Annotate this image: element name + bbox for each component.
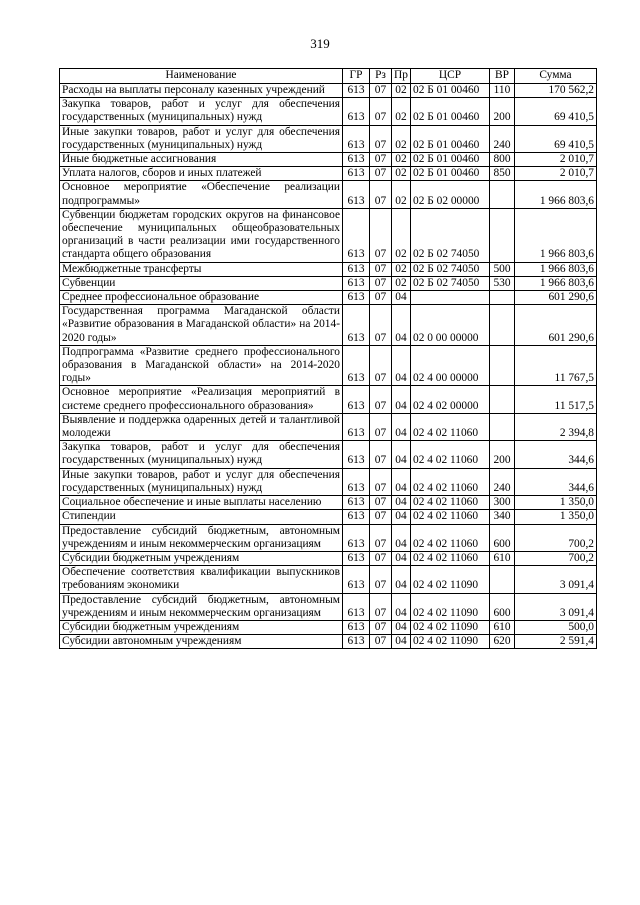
row-csr: 02 4 02 11090	[411, 620, 490, 634]
row-gr: 613	[343, 468, 370, 495]
row-sum: 700,2	[515, 524, 597, 551]
row-csr: 02 4 02 11060	[411, 551, 490, 565]
row-vr	[490, 305, 515, 346]
row-sum: 1 966 803,6	[515, 208, 597, 262]
row-pr: 02	[392, 167, 411, 181]
row-rz: 07	[370, 291, 392, 305]
header-sum: Сумма	[515, 69, 597, 84]
row-name: Обеспечение соответствия квалификации выпускников требованиям экономики	[60, 566, 343, 593]
row-csr: 02 Б 01 00460	[411, 84, 490, 98]
row-name: Предоставление субсидий бюджетным, автономным учреждениям и иным некоммерческим организациям	[60, 593, 343, 620]
row-vr	[490, 386, 515, 413]
row-csr	[411, 291, 490, 305]
table-row	[60, 468, 597, 495]
row-rz: 07	[370, 305, 392, 346]
row-pr: 04	[392, 566, 411, 593]
row-vr	[490, 413, 515, 440]
row-name: Иные закупки товаров, работ и услуг для обеспечения государственных (муниципальных) нужд	[60, 125, 343, 152]
row-csr: 02 4 02 11060	[411, 524, 490, 551]
row-csr: 02 4 02 11060	[411, 441, 490, 468]
row-csr: 02 4 02 00000	[411, 386, 490, 413]
row-pr: 02	[392, 208, 411, 262]
row-csr: 02 Б 02 74050	[411, 262, 490, 276]
table-row	[60, 524, 597, 551]
row-sum: 1 966 803,6	[515, 276, 597, 290]
row-rz: 07	[370, 468, 392, 495]
table-row	[60, 305, 597, 346]
table-row	[60, 510, 597, 524]
row-vr	[490, 181, 515, 208]
row-gr: 613	[343, 167, 370, 181]
header-pr: Пр	[392, 69, 411, 84]
row-sum: 1 350,0	[515, 496, 597, 510]
row-gr: 613	[343, 566, 370, 593]
row-pr: 02	[392, 84, 411, 98]
row-rz: 07	[370, 125, 392, 152]
row-csr: 02 Б 01 00460	[411, 125, 490, 152]
row-rz: 07	[370, 262, 392, 276]
row-pr: 02	[392, 125, 411, 152]
header-gr: ГР	[343, 69, 370, 84]
row-vr: 620	[490, 635, 515, 649]
row-name: Предоставление субсидий бюджетным, автономным учреждениям и иным некоммерческим организациям	[60, 524, 343, 551]
table-row	[60, 386, 597, 413]
row-csr: 02 4 02 11060	[411, 496, 490, 510]
row-pr: 04	[392, 305, 411, 346]
row-gr: 613	[343, 125, 370, 152]
table-row	[60, 620, 597, 634]
row-sum: 500,0	[515, 620, 597, 634]
row-pr: 04	[392, 441, 411, 468]
row-gr: 613	[343, 441, 370, 468]
row-sum: 3 091,4	[515, 566, 597, 593]
page-number: 319	[310, 36, 330, 51]
row-gr: 613	[343, 551, 370, 565]
row-sum: 601 290,6	[515, 305, 597, 346]
row-sum: 700,2	[515, 551, 597, 565]
row-pr: 02	[392, 276, 411, 290]
row-pr: 04	[392, 620, 411, 634]
table-row	[60, 635, 597, 649]
row-pr: 04	[392, 291, 411, 305]
header-vr: ВР	[490, 69, 515, 84]
row-name: Подпрограмма «Развитие среднего профессионального образования в Магаданской области» на 2014-2020 годы»	[60, 345, 343, 386]
row-sum: 11 517,5	[515, 386, 597, 413]
row-pr: 02	[392, 262, 411, 276]
table-row	[60, 84, 597, 98]
table-row	[60, 566, 597, 593]
row-csr: 02 Б 02 00000	[411, 181, 490, 208]
row-rz: 07	[370, 386, 392, 413]
row-sum: 3 091,4	[515, 593, 597, 620]
row-vr: 610	[490, 620, 515, 634]
row-name: Стипендии	[60, 510, 343, 524]
row-csr: 02 4 02 11090	[411, 593, 490, 620]
row-pr: 04	[392, 468, 411, 495]
table-row	[60, 125, 597, 152]
row-name: Межбюджетные трансферты	[60, 262, 343, 276]
row-gr: 613	[343, 345, 370, 386]
row-sum: 344,6	[515, 468, 597, 495]
row-vr: 800	[490, 153, 515, 167]
table-row	[60, 593, 597, 620]
row-vr	[490, 566, 515, 593]
row-csr: 02 4 02 11060	[411, 468, 490, 495]
row-sum: 1 966 803,6	[515, 181, 597, 208]
row-name: Субвенции бюджетам городских округов на финансовое обеспечение муниципальных общеобразовательных организаций в части реализации ими государственного стандарта общего образования	[60, 208, 343, 262]
row-rz: 07	[370, 153, 392, 167]
row-vr: 240	[490, 468, 515, 495]
row-vr: 200	[490, 441, 515, 468]
row-rz: 07	[370, 635, 392, 649]
row-vr: 110	[490, 84, 515, 98]
row-pr: 04	[392, 510, 411, 524]
row-vr: 300	[490, 496, 515, 510]
row-rz: 07	[370, 566, 392, 593]
row-vr	[490, 345, 515, 386]
row-csr: 02 4 02 11090	[411, 566, 490, 593]
row-vr: 850	[490, 167, 515, 181]
row-gr: 613	[343, 153, 370, 167]
table-row	[60, 276, 597, 290]
row-csr: 02 Б 02 74050	[411, 276, 490, 290]
row-vr: 240	[490, 125, 515, 152]
row-pr: 04	[392, 386, 411, 413]
row-gr: 613	[343, 305, 370, 346]
row-pr: 04	[392, 551, 411, 565]
row-gr: 613	[343, 386, 370, 413]
row-gr: 613	[343, 276, 370, 290]
row-sum: 69 410,5	[515, 125, 597, 152]
row-name: Субсидии автономным учреждениям	[60, 635, 343, 649]
row-rz: 07	[370, 276, 392, 290]
table-row	[60, 98, 597, 125]
row-name: Иные бюджетные ассигнования	[60, 153, 343, 167]
row-name: Субсидии бюджетным учреждениям	[60, 551, 343, 565]
row-gr: 613	[343, 496, 370, 510]
row-gr: 613	[343, 181, 370, 208]
table-body	[60, 84, 597, 649]
row-rz: 07	[370, 441, 392, 468]
row-gr: 613	[343, 208, 370, 262]
table-row	[60, 496, 597, 510]
row-name: Основное мероприятие «Обеспечение реализации подпрограммы»	[60, 181, 343, 208]
row-sum: 2 394,8	[515, 413, 597, 440]
row-rz: 07	[370, 181, 392, 208]
row-gr: 613	[343, 413, 370, 440]
row-gr: 613	[343, 635, 370, 649]
row-gr: 613	[343, 524, 370, 551]
row-vr: 610	[490, 551, 515, 565]
row-name: Закупка товаров, работ и услуг для обеспечения государственных (муниципальных) нужд	[60, 98, 343, 125]
row-rz: 07	[370, 551, 392, 565]
row-vr	[490, 208, 515, 262]
row-pr: 04	[392, 524, 411, 551]
table-row	[60, 345, 597, 386]
row-sum: 2 010,7	[515, 153, 597, 167]
row-rz: 07	[370, 620, 392, 634]
row-pr: 02	[392, 98, 411, 125]
row-gr: 613	[343, 291, 370, 305]
row-sum: 11 767,5	[515, 345, 597, 386]
row-gr: 613	[343, 262, 370, 276]
row-name: Государственная программа Магаданской области «Развитие образования в Магаданской области» на 2014-2020 годы»	[60, 305, 343, 346]
row-rz: 07	[370, 524, 392, 551]
row-rz: 07	[370, 413, 392, 440]
table-row	[60, 181, 597, 208]
row-name: Иные закупки товаров, работ и услуг для обеспечения государственных (муниципальных) нужд	[60, 468, 343, 495]
row-sum: 344,6	[515, 441, 597, 468]
row-csr: 02 4 02 11060	[411, 413, 490, 440]
row-vr: 600	[490, 593, 515, 620]
row-vr: 530	[490, 276, 515, 290]
row-name: Расходы на выплаты персоналу казенных учреждений	[60, 84, 343, 98]
row-name: Уплата налогов, сборов и иных платежей	[60, 167, 343, 181]
row-rz: 07	[370, 496, 392, 510]
row-pr: 04	[392, 413, 411, 440]
row-vr	[490, 291, 515, 305]
row-csr: 02 4 00 00000	[411, 345, 490, 386]
row-pr: 04	[392, 635, 411, 649]
row-csr: 02 Б 01 00460	[411, 153, 490, 167]
row-name: Субвенции	[60, 276, 343, 290]
table-row	[60, 208, 597, 262]
row-sum: 2 010,7	[515, 167, 597, 181]
row-vr: 200	[490, 98, 515, 125]
row-gr: 613	[343, 593, 370, 620]
row-name: Закупка товаров, работ и услуг для обеспечения государственных (муниципальных) нужд	[60, 441, 343, 468]
header-name: Наименование	[60, 69, 343, 84]
table-row	[60, 167, 597, 181]
row-vr: 340	[490, 510, 515, 524]
budget-table	[59, 68, 597, 649]
row-csr: 02 4 02 11060	[411, 510, 490, 524]
row-gr: 613	[343, 98, 370, 125]
row-gr: 613	[343, 620, 370, 634]
row-sum: 69 410,5	[515, 98, 597, 125]
row-rz: 07	[370, 208, 392, 262]
row-sum: 170 562,2	[515, 84, 597, 98]
row-csr: 02 Б 01 00460	[411, 98, 490, 125]
row-pr: 02	[392, 181, 411, 208]
row-csr: 02 Б 01 00460	[411, 167, 490, 181]
table-row	[60, 551, 597, 565]
row-name: Среднее профессиональное образование	[60, 291, 343, 305]
row-csr: 02 4 02 11090	[411, 635, 490, 649]
row-rz: 07	[370, 510, 392, 524]
row-sum: 1 966 803,6	[515, 262, 597, 276]
table-row	[60, 153, 597, 167]
row-csr: 02 Б 02 74050	[411, 208, 490, 262]
header-rz: Рз	[370, 69, 392, 84]
header-csr: ЦСР	[411, 69, 490, 84]
table-row	[60, 262, 597, 276]
row-name: Выявление и поддержка одаренных детей и талантливой молодежи	[60, 413, 343, 440]
row-gr: 613	[343, 84, 370, 98]
table-row	[60, 441, 597, 468]
row-sum: 601 290,6	[515, 291, 597, 305]
row-rz: 07	[370, 84, 392, 98]
row-gr: 613	[343, 510, 370, 524]
row-pr: 04	[392, 593, 411, 620]
row-name: Субсидии бюджетным учреждениям	[60, 620, 343, 634]
row-rz: 07	[370, 98, 392, 125]
row-rz: 07	[370, 167, 392, 181]
table-row	[60, 291, 597, 305]
row-pr: 02	[392, 153, 411, 167]
row-vr: 600	[490, 524, 515, 551]
row-name: Основное мероприятие «Реализация мероприятий в системе среднего профессионального образования»	[60, 386, 343, 413]
row-rz: 07	[370, 593, 392, 620]
row-csr: 02 0 00 00000	[411, 305, 490, 346]
row-sum: 1 350,0	[515, 510, 597, 524]
row-name: Социальное обеспечение и иные выплаты населению	[60, 496, 343, 510]
row-pr: 04	[392, 496, 411, 510]
row-pr: 04	[392, 345, 411, 386]
row-rz: 07	[370, 345, 392, 386]
table-header-row	[60, 69, 597, 84]
table-row	[60, 413, 597, 440]
row-vr: 500	[490, 262, 515, 276]
row-sum: 2 591,4	[515, 635, 597, 649]
